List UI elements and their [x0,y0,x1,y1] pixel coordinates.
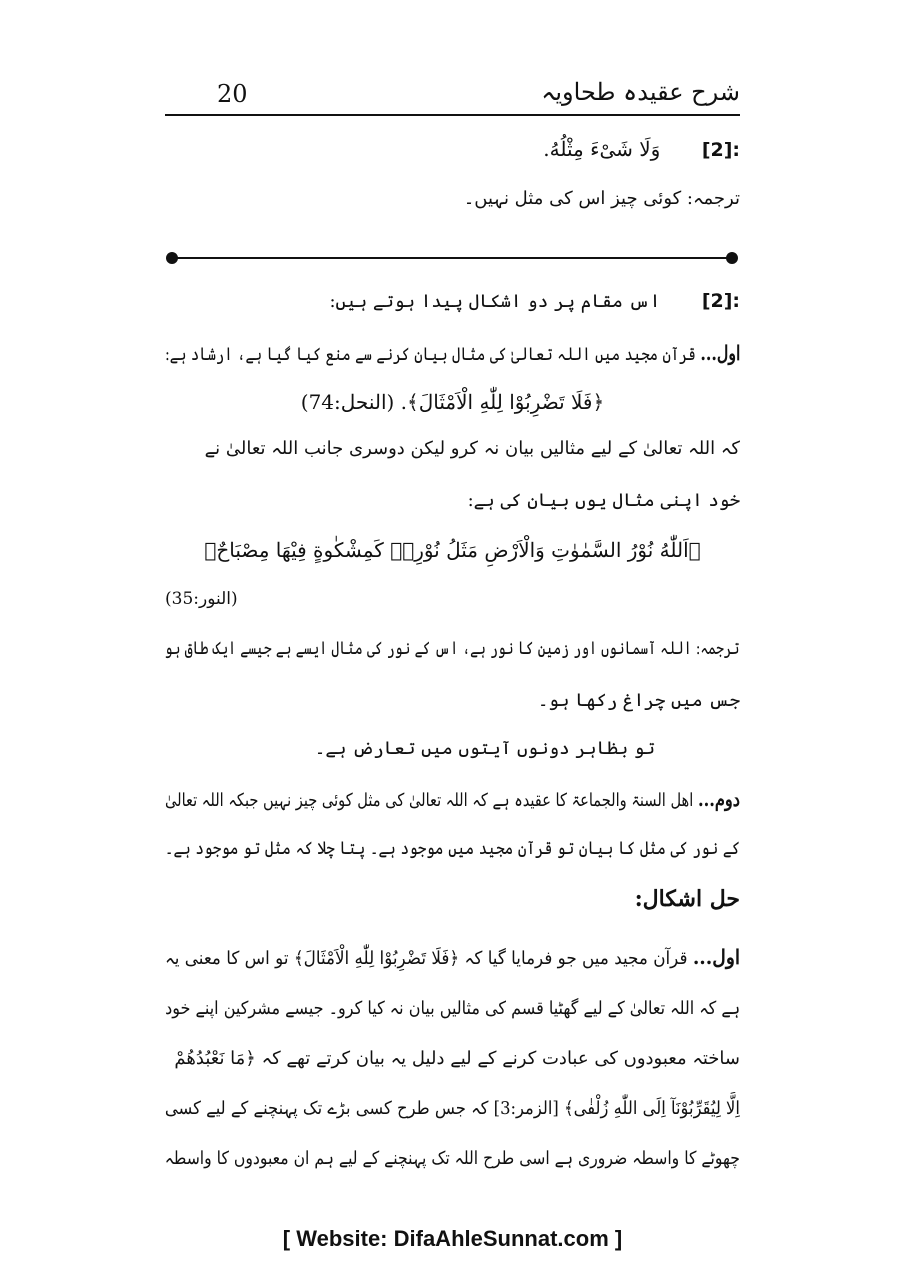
ayah-nur: ﴿اَللّٰهُ نُوْرُ السَّمٰوٰتِ وَالْاَرْضِ مَثَلُ نُوْرِهٖ كَمِشْكٰوةٍ فِيْهَا مِصْبَاحٌ﴾ [204,538,701,562]
second-label: دوم... [697,787,740,811]
intro-text: اس مقام پر دو اشکال پیدا ہوتے ہیں: [329,291,661,312]
book-title: شرح عقیدہ طحاویہ [541,78,740,106]
first-label: اول... [699,341,740,365]
website-footer: [ Website: DifaAhleSunnat.com ] [282,1226,623,1251]
arabic-text: وَلَا شَیْءَ مِثْلُهُ. [543,137,661,161]
note-marker: [2]: [701,290,740,312]
solution-heading: حل اشکال: [634,886,740,912]
paragraph-line: کے نور کی مثل کا بیان تو قرآن مجید میں موجود ہے۔ پتا چلا کہ مثل تو موجود ہے۔ [164,838,740,859]
ayah-nur-reference: (النور:35) [165,589,238,609]
paragraph-line: کہ اللہ تعالیٰ کے لیے مثالیں بیان نہ کرو لیکن دوسری جانب اللہ تعالیٰ نے [204,438,740,459]
top-ayah-line [543,134,740,166]
translation-line: جس میں چراغ رکھا ہو۔ [537,690,740,711]
first-text: قرآن مجید میں اللہ تعالیٰ کی مثال بیان کرنے سے منع کیا گیا ہے، ارشاد ہے: [164,344,696,365]
first-issue-line [165,338,740,370]
solution-line: اِلَّا لِيُقَرِّبُوْنَآ اِلَى اللّٰهِ زُلْفٰى﴾ [الزمر:3] کہ جس طرح کسی بڑے تک پہنچنے کے لیے کسی [164,1098,740,1119]
solution-line: ہے کہ اللہ تعالیٰ کے لیے گھٹیا قسم کی مثالیں بیان نہ کیا کرو۔ جیسے مشرکین اپنے خود [164,998,740,1019]
top-translation: ترجمہ: کوئی چیز اس کی مثل نہیں۔ [463,188,740,209]
solution-label: اول... [692,945,740,969]
conflict-line: تو بظاہر دونوں آیتوں میں تعارض ہے۔ [314,738,655,759]
paragraph-line: خود اپنی مثال یوں بیان کی ہے: [467,490,740,511]
solution-line: ساختہ معبودوں کی عبادت کرنے کے لیے دلیل یہ بیان کرتے تھے کہ ﴿مَا نَعْبُدُهُمْ [174,1048,740,1069]
page-header [165,78,740,114]
ayah-nahl: ﴿فَلَا تَضْرِبُوْا لِلّٰهِ الْاَمْثَالَ﴾. (النحل:74) [300,390,605,414]
note-marker: [2]: [701,139,740,161]
translation-line: ترجمہ: اللہ آسمانوں اور زمین کا نور ہے، اس کے نور کی مثال ایسے ہے جیسے ایک طاق ہو [165,638,740,659]
page-number: 20 [217,80,248,108]
second-issue-line [165,784,740,816]
solution-line [165,942,740,974]
solution-text: قرآن مجید میں جو فرمایا گیا کہ ﴿فَلَا تَضْرِبُوْا لِلّٰهِ الْاَمْثَالَ﴾ تو اس کا معنی یہ [164,948,688,969]
second-text: اھل السنۃ والجماعۃ کا عقیدہ ہے کہ اللہ تعالیٰ کی مثل کوئی چیز نہیں جبکہ اللہ تعالیٰ [165,790,694,811]
commentary-intro-line [329,286,740,317]
header-rule [165,114,740,116]
solution-line: چھوٹے کا واسطہ ضروری ہے اسی طرح اللہ تک پہنچنے کے لیے ہم ان معبودوں کا واسطہ [164,1148,740,1169]
section-divider [168,252,736,264]
